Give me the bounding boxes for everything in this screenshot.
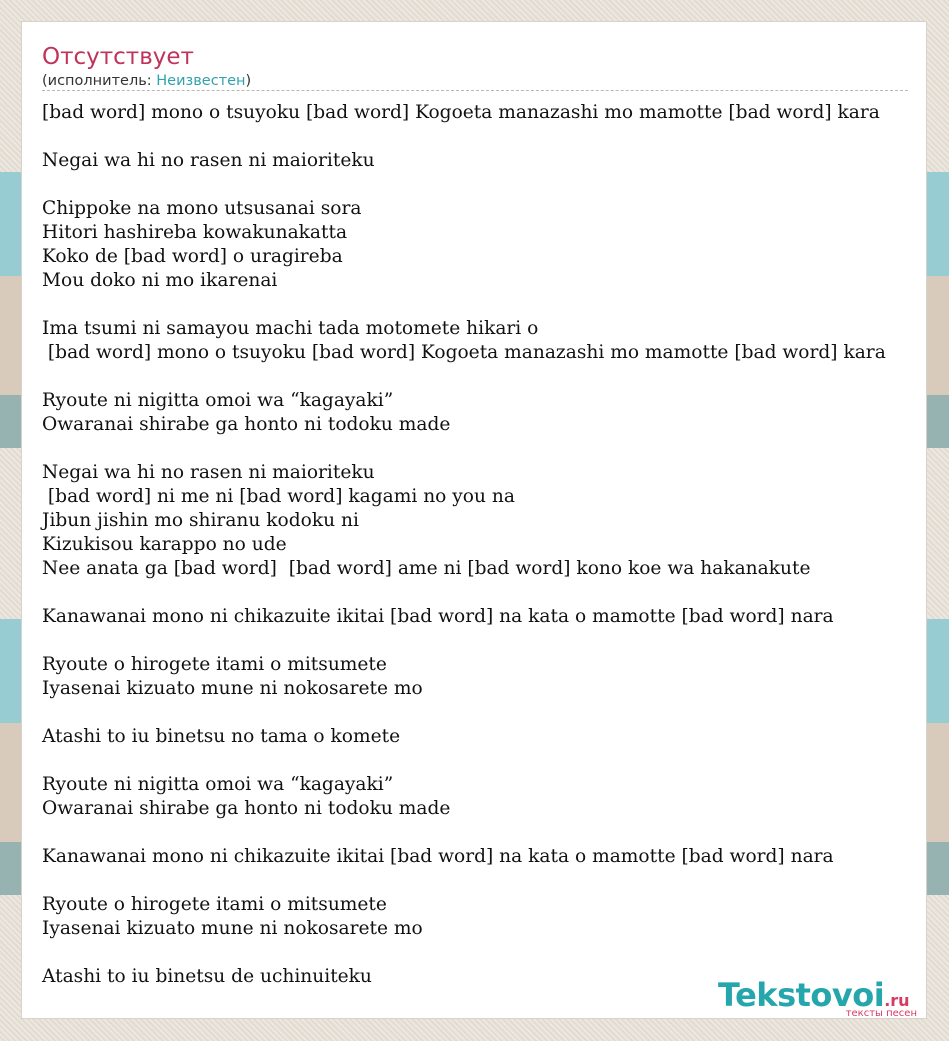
lyric-line: Mou doko ni mo ikarenai: [42, 270, 278, 291]
lyrics-card: [21, 21, 927, 1019]
lyric-blank-line: [42, 941, 927, 965]
lyric-line: Ryoute ni nigitta omoi wa “kagayaki”: [42, 774, 394, 795]
artist-prefix: (исполнитель:: [42, 73, 157, 89]
lyric-line: Koko de [bad word] o uragireba: [42, 246, 343, 267]
lyric-blank-line: [42, 293, 927, 317]
lyric-blank-line: [42, 821, 927, 845]
lyric-line: Negai wa hi no rasen ni maioriteku: [42, 462, 375, 483]
lyric-blank-line: [42, 365, 927, 389]
site-logo[interactable]: [718, 975, 923, 1019]
lyric-line: Negai wa hi no rasen ni maioriteku: [42, 150, 375, 171]
lyric-line: Jibun jishin mo shiranu kodoku ni: [42, 510, 359, 531]
artist-suffix: ): [245, 73, 252, 89]
lyric-blank-line: [42, 701, 927, 725]
lyric-line: Nee anata ga [bad word] [bad word] ame ni [bad word] kono koe wa hakanakute: [42, 558, 811, 579]
lyric-blank-line: [42, 581, 927, 605]
lyric-line: Kizukisou karappo no ude: [42, 534, 287, 555]
lyric-line: Kanawanai mono ni chikazuite ikitai [bad word] na kata o mamotte [bad word] nara: [42, 606, 834, 627]
lyric-line: Owaranai shirabe ga honto ni todoku made: [42, 798, 451, 819]
logo-tagline: тексты песен: [845, 1008, 917, 1019]
lyrics-text: [42, 101, 927, 989]
logo-name: Tekstovoi: [718, 976, 885, 1014]
lyric-line: Kanawanai mono ni chikazuite ikitai [bad word] na kata o mamotte [bad word] nara: [42, 846, 834, 867]
lyric-line: [bad word] mono o tsuyoku [bad word] Kogoeta manazashi mo mamotte [bad word] kara: [42, 342, 886, 363]
lyric-line: Atashi to iu binetsu de uchinuiteku: [42, 966, 372, 987]
lyric-blank-line: [42, 629, 927, 653]
lyric-blank-line: [42, 749, 927, 773]
lyric-blank-line: [42, 437, 927, 461]
artist-link[interactable]: Неизвестен: [156, 73, 246, 89]
lyric-blank-line: [42, 869, 927, 893]
lyric-line: Hitori hashireba kowakunakatta: [42, 222, 348, 243]
lyric-line: Iyasenai kizuato mune ni nokosarete mo: [42, 918, 423, 939]
song-title: Отсутствует: [42, 44, 194, 70]
lyric-line: Ryoute o hirogete itami o mitsumete: [42, 894, 387, 915]
lyric-line: Iyasenai kizuato mune ni nokosarete mo: [42, 678, 423, 699]
lyric-line: Ima tsumi ni samayou machi tada motomete hikari o: [42, 318, 539, 339]
title-divider: [42, 90, 908, 91]
lyric-blank-line: [42, 125, 927, 149]
lyric-line: [bad word] mono o tsuyoku [bad word] Kogoeta manazashi mo mamotte [bad word] kara: [42, 102, 880, 123]
lyric-line: Atashi to iu binetsu no tama o komete: [42, 726, 401, 747]
artist-line: [42, 72, 251, 90]
lyric-line: Owaranai shirabe ga honto ni todoku made: [42, 414, 451, 435]
lyric-line: [bad word] ni me ni [bad word] kagami no you na: [42, 486, 515, 507]
lyric-line: Ryoute ni nigitta omoi wa “kagayaki”: [42, 390, 394, 411]
lyric-line: Ryoute o hirogete itami o mitsumete: [42, 654, 387, 675]
logo-tld: .ru: [884, 991, 910, 1010]
lyric-line: Chippoke na mono utsusanai sora: [42, 198, 362, 219]
lyric-blank-line: [42, 173, 927, 197]
